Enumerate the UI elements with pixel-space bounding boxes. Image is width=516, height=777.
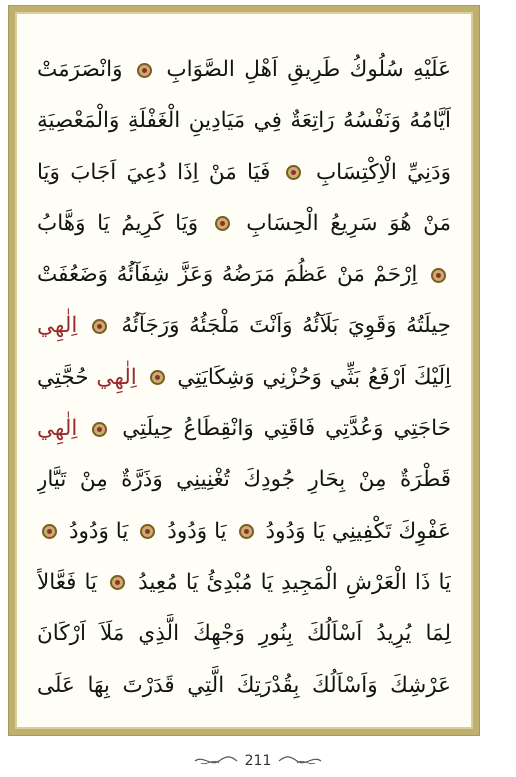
- highlighted-word: اِلٰهِي: [37, 313, 78, 339]
- text-line: [37, 506, 451, 557]
- page-number: 211: [244, 753, 272, 769]
- text-segment: حُجَّتِي: [37, 364, 89, 390]
- text-line: [37, 660, 451, 711]
- rosette-separator-icon: [110, 575, 125, 590]
- text-line: [37, 557, 451, 608]
- rosette-separator-icon: [150, 370, 165, 385]
- rosette-separator-icon: [92, 422, 107, 437]
- text-line: [37, 44, 451, 95]
- page-frame: [8, 5, 480, 736]
- text-line: [37, 454, 451, 505]
- text-line: [37, 95, 451, 146]
- highlighted-word: اِلٰهِي: [96, 364, 137, 390]
- rosette-separator-icon: [42, 524, 57, 539]
- text-line: [37, 608, 451, 659]
- text-segment: قَطْرَةٌ مِنْ بِحَارِ جُودِكَ تُغْنِينِي وَذَرَّةٌ مِنْ تَيَّارِ: [37, 467, 451, 493]
- text-segment: عَفْوِكَ تَكْفِينِي يَا وَدُودُ: [265, 518, 451, 544]
- rosette-separator-icon: [431, 268, 446, 283]
- text-segment: وَانْصَرَمَتْ: [37, 57, 123, 82]
- rosette-separator-icon: [92, 319, 107, 334]
- page-paper: [15, 12, 473, 729]
- rosette-separator-icon: [286, 165, 301, 180]
- text-segment: مَنْ هُوَ سَرِيعُ الْحِسَابِ: [246, 210, 451, 236]
- text-line: [37, 147, 451, 198]
- text-segment: حِيلَتُهُ وَقَوِيَ بَلَآئُهُ وَاَنْتَ مَلْجَئُهُ وَرَجَآئُهُ: [121, 313, 451, 339]
- text-segment: فَيَا مَنْ اِذَا دُعِيَ اَجَابَ وَيَا: [37, 159, 271, 185]
- right-ornament-icon: [277, 754, 323, 768]
- highlighted-word: اِلٰهِي: [37, 416, 78, 442]
- text-segment: يَا ذَا الْعَرْشِ الْمَجِيدِ يَا مُبْدِئُ يَا مُعِيدُ: [138, 569, 451, 595]
- text-line: [37, 300, 451, 351]
- left-ornament-icon: [193, 754, 239, 768]
- text-segment: يَا فَعَّالاً: [37, 569, 98, 595]
- text-segment: عَرْشِكَ وَاَسْاَلُكَ بِقُدْرَتِكَ الَّتِي قَدَرْتَ بِهَا عَلَى: [37, 672, 451, 698]
- text-segment: اَيَّامُهُ وَنَفْسُهُ رَاتِعَةٌ فِي مَيَادِينِ الْغَفْلَةِ وَالْمَعْصِيَةِ: [37, 108, 451, 134]
- text-line: [37, 198, 451, 249]
- text-segment: عَلَيْهِ سُلُوكُ طَرِيقِ اَهْلِ الصَّوَابِ: [166, 57, 451, 82]
- arabic-text-block: [37, 44, 451, 711]
- text-line: [37, 403, 451, 454]
- rosette-separator-icon: [239, 524, 254, 539]
- text-segment: وَدَنِيِّ الْاِكْتِسَابِ: [315, 159, 451, 185]
- rosette-separator-icon: [215, 216, 230, 231]
- page-footer: [0, 748, 516, 774]
- text-segment: وَيَا كَرِيمُ يَا وَهَّابُ: [37, 210, 199, 236]
- text-segment: يَا وَدُودُ: [68, 518, 129, 544]
- text-segment: حَاجَتِي وَعُدَّتِي فَاقَتِي وَانْقِطَاعُ حِيلَتِي: [122, 416, 451, 442]
- text-segment: اِلَيْكَ اَرْفَعُ بَثِّي وَحُزْنِي وَشِكَايَتِي: [177, 364, 451, 390]
- rosette-separator-icon: [140, 524, 155, 539]
- rosette-separator-icon: [137, 63, 152, 78]
- text-line: [37, 249, 451, 300]
- text-segment: اِرْحَمْ مَنْ عَظُمَ مَرَضُهُ وَعَزَّ شِفَآئُهُ وَضَعُفَتْ: [37, 262, 418, 288]
- text-segment: لِمَا يُرِيدُ اَسْاَلُكَ بِنُورِ وَجْهِكَ الَّذِي مَلَاَ اَرْكَانَ: [37, 621, 451, 647]
- text-segment: يَا وَدُودُ: [167, 518, 227, 544]
- text-line: [37, 352, 451, 403]
